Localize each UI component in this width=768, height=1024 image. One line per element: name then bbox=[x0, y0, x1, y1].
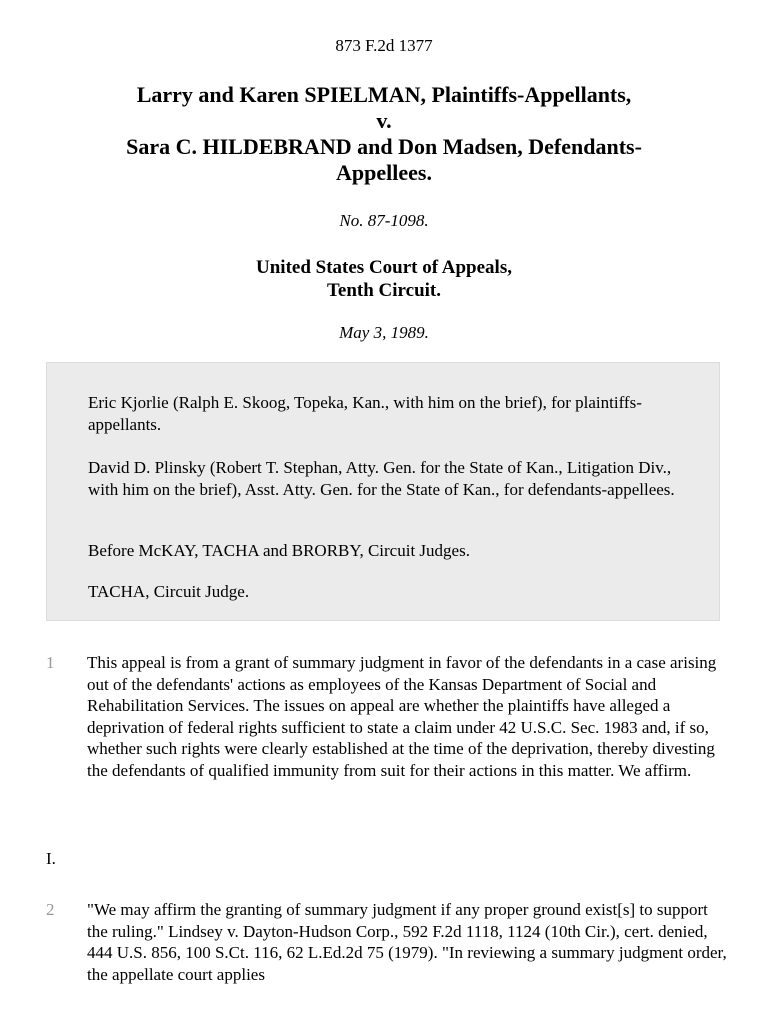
case-citation: 873 F.2d 1377 bbox=[335, 36, 433, 55]
counsel-appellees: David D. Plinsky (Robert T. Stephan, Atty. Gen. for the State of Kan., Litigation Div., with him on the brief), Asst. Atty. Gen. for the State of Kan., for defendants-appellees. bbox=[88, 458, 675, 499]
section-heading: I. bbox=[46, 849, 56, 868]
plaintiffs-line: Larry and Karen SPIELMAN, Plaintiffs-Appellants, bbox=[136, 82, 632, 107]
defendants-line-cont: Appellees. bbox=[336, 160, 432, 185]
opinion-author: TACHA, Circuit Judge. bbox=[88, 582, 250, 601]
defendants-line: Sara C. HILDEBRAND and Don Madsen, Defendants- bbox=[126, 134, 642, 159]
versus-line: v. bbox=[376, 108, 392, 133]
panel-judges: Before McKAY, TACHA and BRORBY, Circuit Judges. bbox=[88, 541, 470, 560]
court-name-line1: United States Court of Appeals, bbox=[256, 257, 512, 278]
docket-number: No. 87-1098. bbox=[339, 211, 429, 230]
case-parties bbox=[40, 82, 728, 186]
paragraph-text: This appeal is from a grant of summary judgment in favor of the defendants in a case arising out of the defendants' actions as employees of the Kansas Department of Social and Rehabilitation Services. The issues on appeal are whether the plaintiffs have alleged a deprivation of federal rights sufficient to state a claim under 42 U.S.C. Sec. 1983 and, if so, whether such rights were clearly established at the time of the deprivation, thereby divesting the defendants of qualified immunity from suit for their actions in this matter. We affirm. bbox=[87, 653, 717, 780]
court-name bbox=[0, 256, 768, 302]
decision-date: May 3, 1989. bbox=[339, 323, 429, 342]
paragraph-number: 1 bbox=[46, 653, 55, 672]
counsel-appellants: Eric Kjorlie (Ralph E. Skoog, Topeka, Kan., with him on the brief), for plaintiffs-appellants. bbox=[88, 393, 642, 434]
court-name-line2: Tenth Circuit. bbox=[326, 280, 442, 301]
counsel-box bbox=[46, 362, 720, 621]
paragraph-number: 2 bbox=[46, 900, 55, 919]
paragraph-text: "We may affirm the granting of summary judgment if any proper ground exist[s] to support the ruling." Lindsey v. Dayton-Hudson Corp., 592 F.2d 1118, 1124 (10th Cir.), cert. denied, 444 U.S. 856, 100 S.Ct. 116, 62 L.Ed.2d 75 (1979). "In reviewing a summary judgment order, the appellate court applies bbox=[87, 900, 727, 984]
